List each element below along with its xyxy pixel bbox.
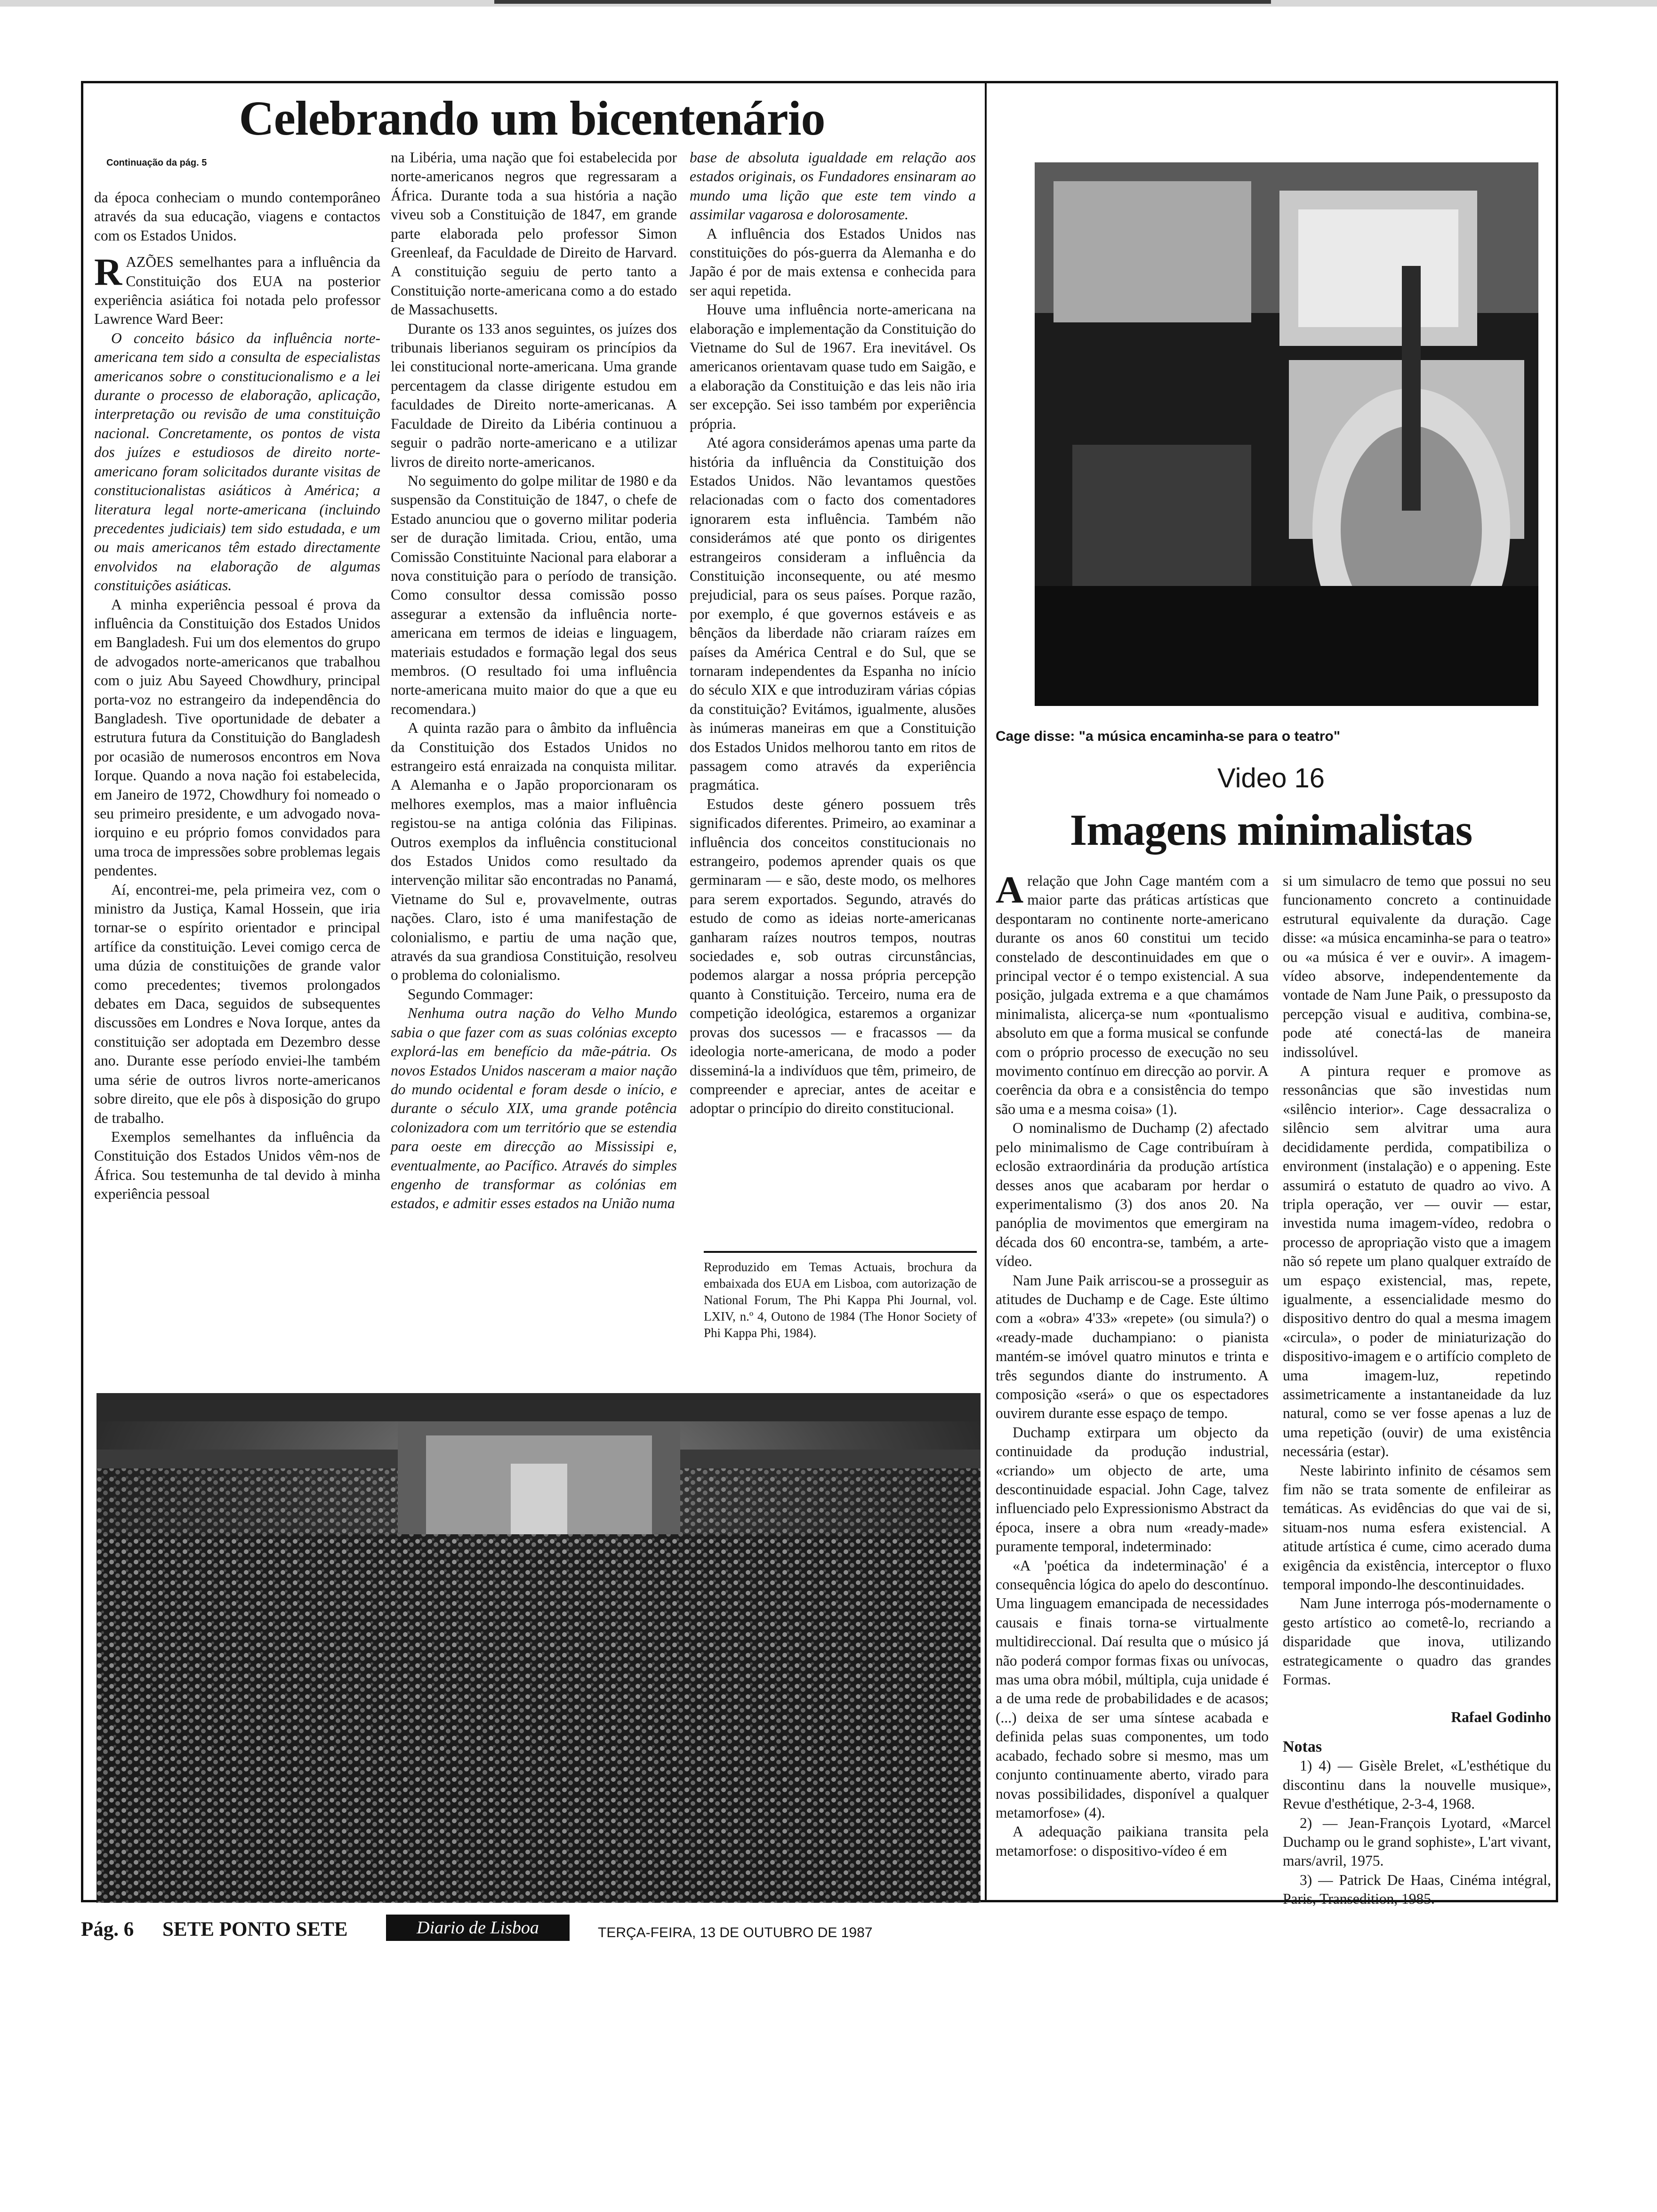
article-column-1 <box>94 188 380 1204</box>
article-headline: Celebrando um bicentenário <box>239 91 825 145</box>
quote-paragraph: base de absoluta igualdade em relação aos estados originais, os Fundadores ensinaram ao mundo uma lição que este tem vindo a assimilar vagarosa e dolorosamente. <box>690 149 976 223</box>
paragraph: Nam June Paik arriscou-se a prosseguir as atitudes de Duchamp e de Cage. Este último com a «obra» 4'33» «repete» (ou simula?) o «ready-made duchampiano: o pianista mantém-se imóvel quatro minutos e trinta e três segundos diante do instrumento. A composição «será» o que os espectadores ouvirem durante esse espaço de tempo. <box>996 1272 1269 1422</box>
paragraph: Duchamp extirpara um objecto da continuidade da produção industrial, «criando» um objecto de arte, uma descontinuidade espacial. John Cage, talvez influenciado pelo Expressionismo Abstract da época, insere a obra num «ready-made» puramente temporal, indeterminado: <box>996 1424 1269 1555</box>
paragraph: Houve uma influência norte-americana na elaboração e implementação da Constituição do Vietname do Sul de 1967. Era inevitável. Os americanos orientavam quase tudo em Saigão, e a elaboração da Constituição e das leis não iria ser excepção. Sei isso também por experiência própria. <box>690 301 976 432</box>
section-name: SETE PONTO SETE <box>162 1918 348 1940</box>
paragraph: na Libéria, uma nação que foi estabelecida por norte-americanos negros que regressaram a África. Durante toda a sua história a nação viveu sob a Constituição de 1847, em grande parte elaborada pelo professor Simon Greenleaf, da Faculdade de Direito de Harvard. A constituição seguiu de perto tanto a Constituição norte-americana como a do estado de Massachusetts. <box>391 149 677 318</box>
paragraph: «A 'poética da indeterminação' é a consequência lógica do apelo do descontínuo. Uma linguagem emancipada de necessidades causais e finais torna-se virtualmente multidireccional. Daí resulta que o músico já não poderá compor formas fixas ou unívocas, mas uma obra móbil, múltipla, cuja unidade é a de uma rede de probabilidades e de acasos; (...) deixa de ser uma síntese acabada e definida pelas suas componentes, um todo acabado, fechado sobre si mesmo, mas um conjunto continuamente aberto, virado para novas possibilidades, disponível a qualquer metamorfose» (4). <box>996 1557 1269 1821</box>
paragraph: Aí, encontrei-me, pela primeira vez, com o ministro da Justiça, Kamal Hossein, que iria tornar-se o espírito orientador e principal artífice da constituição. Levei comigo cerca de uma dúzia de constituições de grande valor como precedentes; tivemos prolongados debates em Daca, seguidos de subsequentes discussões em Londres e Nova Iorque, antes da constituição ser adoptada em Dezembro desse ano. Durante esse período enviei-lhe também uma série de outros livros norte-americanos sobre direito, que ele pôs à disposição do grupo de trabalho. <box>94 881 380 1126</box>
paragraph: Exemplos semelhantes da influência da Constituição dos Estados Unidos vêm-nos de África. Sou testemunha de tal devido à minha experiência pessoal <box>94 1128 380 1202</box>
paragraph: Neste labirinto infinito de césamos sem fim não se trata somente de enfileirar as temáticas. As evidências do que vai de si, situam-nos numa esfera existencial. A atitude artística é cume, cimo acerado duma exigência da existência, interceptor o fluxo temporal impondo-lhe descontinuidades. <box>1283 1462 1551 1593</box>
paragraph: A quinta razão para o âmbito da influência da Constituição dos Estados Unidos no estrangeiro está enraizada na conquista militar. A Alemanha e o Japão proporcionaram os melhores exemplos, mas a maior influência registou-se na antiga colónia das Filipinas. Outros exemplos da influência constitucional dos Estados Unidos como resultado da intervenção militar são encontradas no Panamá, Vietname do Sul e, provavelmente, outras nações. Claro, isto é uma manifestação de colonialismo, e partiu de uma nação que, através da sua grandiosa Constituição, resolveu o problema do colonialismo. <box>391 720 677 984</box>
paragraph: RAZÕES semelhantes para a influência da Constituição dos EUA na posterior experiência asiática foi notada pelo professor Lawrence Ward Beer: <box>94 250 380 328</box>
video-column-1 <box>996 868 1269 1860</box>
quote-paragraph: O conceito básico da influência norte-americana tem sido a consulta de especialistas americanos sobre o constitucionalismo e a lei durante o processo de elaboração, aplicação, interpretação ou revisão de uma constituição nacional. Concretamente, os pontos de vista dos juízes e estudiosos de direito norte-americano foram solicitados durante visitas de constitucionalistas asiáticos à América; a literatura legal norte-americana (incluindo precedentes judiciais) tem sido estudada, e um ou mais americanos têm estado directamente envolvidos na elaboração de algumas constituições asiáticas. <box>94 329 380 594</box>
scan-top-bar <box>494 0 1271 4</box>
cello-photo-image <box>1035 162 1538 706</box>
reproduction-credit: Reproduzido em Temas Actuais, brochura da embaixada dos EUA em Lisboa, com autorização de National Forum, The Phi Kappa Phi Journal, vol. LXIV, n.º 4, Outono de 1984 (The Honor Society of Phi Kappa Phi, 1984). <box>704 1260 977 1340</box>
paragraph: O nominalismo de Duchamp (2) afectado pelo minimalismo de Cage contribuíram à eclosão extraordinária da produção artística desses anos que acabaram por herdar o experimentalismo (3) dos anos 20. Na panóplia de movimentos que emergiram na década dos 60 encontra-se, também, a arte-vídeo. <box>996 1120 1269 1270</box>
quote-paragraph: Nenhuma outra nação do Velho Mundo sabia o que fazer com as suas colónias excepto explorá-las em benefício da mãe-pátria. Os novos Estados Unidos nasceram a maior nação do mundo ocidental e foram desde o início, e durante o século XIX, uma grande potência colonizadora com um território que se estendia para oeste em direcção ao Mississipi e, eventualmente, ao Pacífico. Através do simples engenho de transformar as colónias em estados, e admitir esses estados na União numa <box>391 1005 677 1212</box>
paragraph: A minha experiência pessoal é prova da influência da Constituição dos Estados Unidos em Bangladesh. Fui um dos elementos do grupo de advogados norte-americanos que trabalhou com o juiz Abu Sayeed Chowdhury, principal porta-voz no estrangeiro da independência do Bangladesh. Tive oportunidade de debater a estrutura futura da Constituição do Bangladesh por ocasião de numerosos encontros em Nova Iorque. Quando a nova nação foi estabelecida, em Janeiro de 1972, Chowdhury foi nomeado o seu primeiro presidente, e um advogado nova-iorquino e eu próprio fomos convidados para uma troca de impressões sobre problemas legais pendentes. <box>94 596 380 879</box>
paragraph: A pintura requer e promove as ressonâncias que são investidas num «silêncio interior». Cage dessacraliza o silêncio sem alvitrar uma aura decididamente perdida, compatibiliza o environment (instalação) e o appening. Este assumirá o estatuto de quadro ao vivo. A tripla operação, ver — ouvir — estar, investida numa imagem-vídeo, redobra o processo de apropriação visto que a imagem não só repete um plano qualquer extraído de um espaço existencial, mas, repete, igualmente, a essencialidade mesmo do dispositivo dentro do qual a mesma imagem «circula», o poder de miniaturização do dispositivo-imagem e o artifício completo de uma imagem-luz, repetindo assimetricamente a instantaneidade da luz natural, como se ver fosse apenas a luz de uma repetição (ouvir) de uma existência necessária (estar). <box>1283 1063 1551 1460</box>
section-divider <box>985 81 987 1902</box>
paragraph: Arelação que John Cage mantém com a maior parte das práticas artísticas que despontaram no continente norte-americano durante os anos 60 constitui um tecido constelado de descontinuidades em que o principal vector é o tempo existencial. A sua posição, julgada extrema e a que chamámos minimalista, alicerça-se num «pontualismo absoluto em que a forma musical se confunde com o próprio processo de execução no seu movimento contínuo em direcção ao porvir. A coerência da obra e a consistência do tempo são uma e a mesma coisa» (1). <box>996 868 1269 1117</box>
drop-cap: R <box>94 250 122 294</box>
drop-cap: A <box>996 868 1024 911</box>
cello-photo-caption: Cage disse: "a música encaminha-se para o teatro" <box>996 729 1341 744</box>
issue-date: TERÇA-FEIRA, 13 DE OUTUBRO DE 1987 <box>598 1925 873 1940</box>
page-number: Pág. 6 <box>81 1918 134 1940</box>
cello-photo <box>1035 162 1538 706</box>
author-signature: Rafael Godinho <box>1451 1709 1551 1726</box>
note-item: 2) — Jean-François Lyotard, «Marcel Duchamp ou le grand sophiste», L'art vivant, mars/avril, 1975. <box>1283 1814 1551 1869</box>
continuation-note: Continuação da pág. 5 <box>106 158 207 168</box>
paragraph: Nam June interroga pós-modernamente o gesto artístico ao cometê-lo, recriando a disparidade que inova, utilizando estrategicamente o quadro das grandes Formas. <box>1283 1595 1551 1688</box>
note-item: 1) 4) — Gisèle Brelet, «L'esthétique du discontinu dans la nouvelle musique», Revue d'esthétique, 2-3-4, 1968. <box>1283 1757 1551 1812</box>
credit-rule <box>704 1251 977 1253</box>
newspaper-masthead: Diario de Lisboa <box>386 1915 570 1941</box>
paragraph: A adequação paikiana transita pela metamorfose: o dispositivo-vídeo é em <box>996 1823 1269 1859</box>
paragraph: Durante os 133 anos seguintes, os juízes dos tribunais liberianos seguiram os princípios da lei constitucional norte-americana. Uma grande percentagem da classe dirigente estudou em faculdades de Direito norte-americanas. A Faculdade de Direito da Libéria continuou a seguir o padrão norte-americano e a utilizar livros de direito norte-americanos. <box>391 320 677 470</box>
article-column-2 <box>391 148 677 1213</box>
article-column-3 <box>690 148 976 1118</box>
congress-photo-image <box>97 1393 981 1903</box>
paragraph: da época conheciam o mundo contemporâneo através da sua educação, viagens e contactos com os Estados Unidos. <box>94 189 380 244</box>
notes-heading: Notas <box>1283 1738 1322 1755</box>
note-item: 3) — Patrick De Haas, Cinéma intégral, Paris, Transedition, 1985. <box>1283 1871 1551 1907</box>
video-headline: Imagens minimalistas <box>1070 806 1472 855</box>
paragraph: A influência dos Estados Unidos nas constituições do pós-guerra da Alemanha e do Japão é por de mais extensa e conhecida para ser aqui repetida. <box>690 225 976 299</box>
paragraph: Até agora considerámos apenas uma parte da história da influência da Constituição dos Estados Unidos. Não levantamos questões relacionadas com o facto dos comentadores ignorarem esta influência. Também não considerámos até que ponto os dirigentes estrangeiros consideram a influência da Constituição inconsequente, ou até mesmo prejudicial, para os seus países. Porque razão, por exemplo, é que governos estáveis e as bênçãos da liberdade não criaram raízes em países da América Central e do Sul, que se tornaram independentes da Espanha no início do século XIX e que introduziram várias cópias da constituição? Evitámos, igualmente, alusões às inúmeras maneiras em que a Constituição dos Estados Unidos melhorou tanto em ritos de passagem como através da experiência pragmática. <box>690 434 976 793</box>
paragraph: Estudos deste género possuem três significados diferentes. Primeiro, ao examinar a influência dos conceitos constitucionais no estrangeiro, podemos aprender quais os que germinaram — e são, deste modo, os melhores para serem exportados. Segundo, através do estudo de como as ideias norte-americanas ganharam raízes noutros tempos, noutras sociedades e, sob outras circunstâncias, podemos alargar a nossa própria percepção quanto à Constituição. Terceiro, numa era de competição ideológica, estaremos a organizar provas dos sucessos — e fracassos — da ideologia norte-americana, de modo a poder disseminá-la a indivíduos que têm, primeiro, de compreender e apreciar, antes de aceitar e adoptar o princípio do direito constitucional. <box>690 795 976 1117</box>
video-column-2 <box>1283 872 1551 1909</box>
paragraph: si um simulacro de temo que possui no seu funcionamento concreto a continuidade estrutural equivalente da duração. Cage disse: «a música encaminha-se para o teatro» ou «a música é ver e ouvir». A imagem-vídeo absorve, independentemente da vontade de Nam June Paik, o pressuposto da percepção visual e auditiva, combina-se, pode até conectá-las de maneira indissolúvel. <box>1283 873 1551 1060</box>
paragraph: Segundo Commager: <box>408 986 533 1002</box>
section-kicker: Video 16 <box>1217 763 1325 793</box>
paragraph: No seguimento do golpe militar de 1980 e da suspensão da Constituição de 1847, o chefe de Estado anunciou que o governo militar poderia ser de duração limitada. Criou, então, uma Comissão Constituinte Nacional para elaborar a nova constituição para o período de transição. Como consultor dessa comissão posso assegurar a extensão da influência norte-americana em termos de ideias e linguagem, materiais estudados e formação legal dos seus membros. (O resultado foi uma influência norte-americana muito maior do que a que eu recomendara.) <box>391 472 677 717</box>
congress-photo <box>97 1393 981 1903</box>
